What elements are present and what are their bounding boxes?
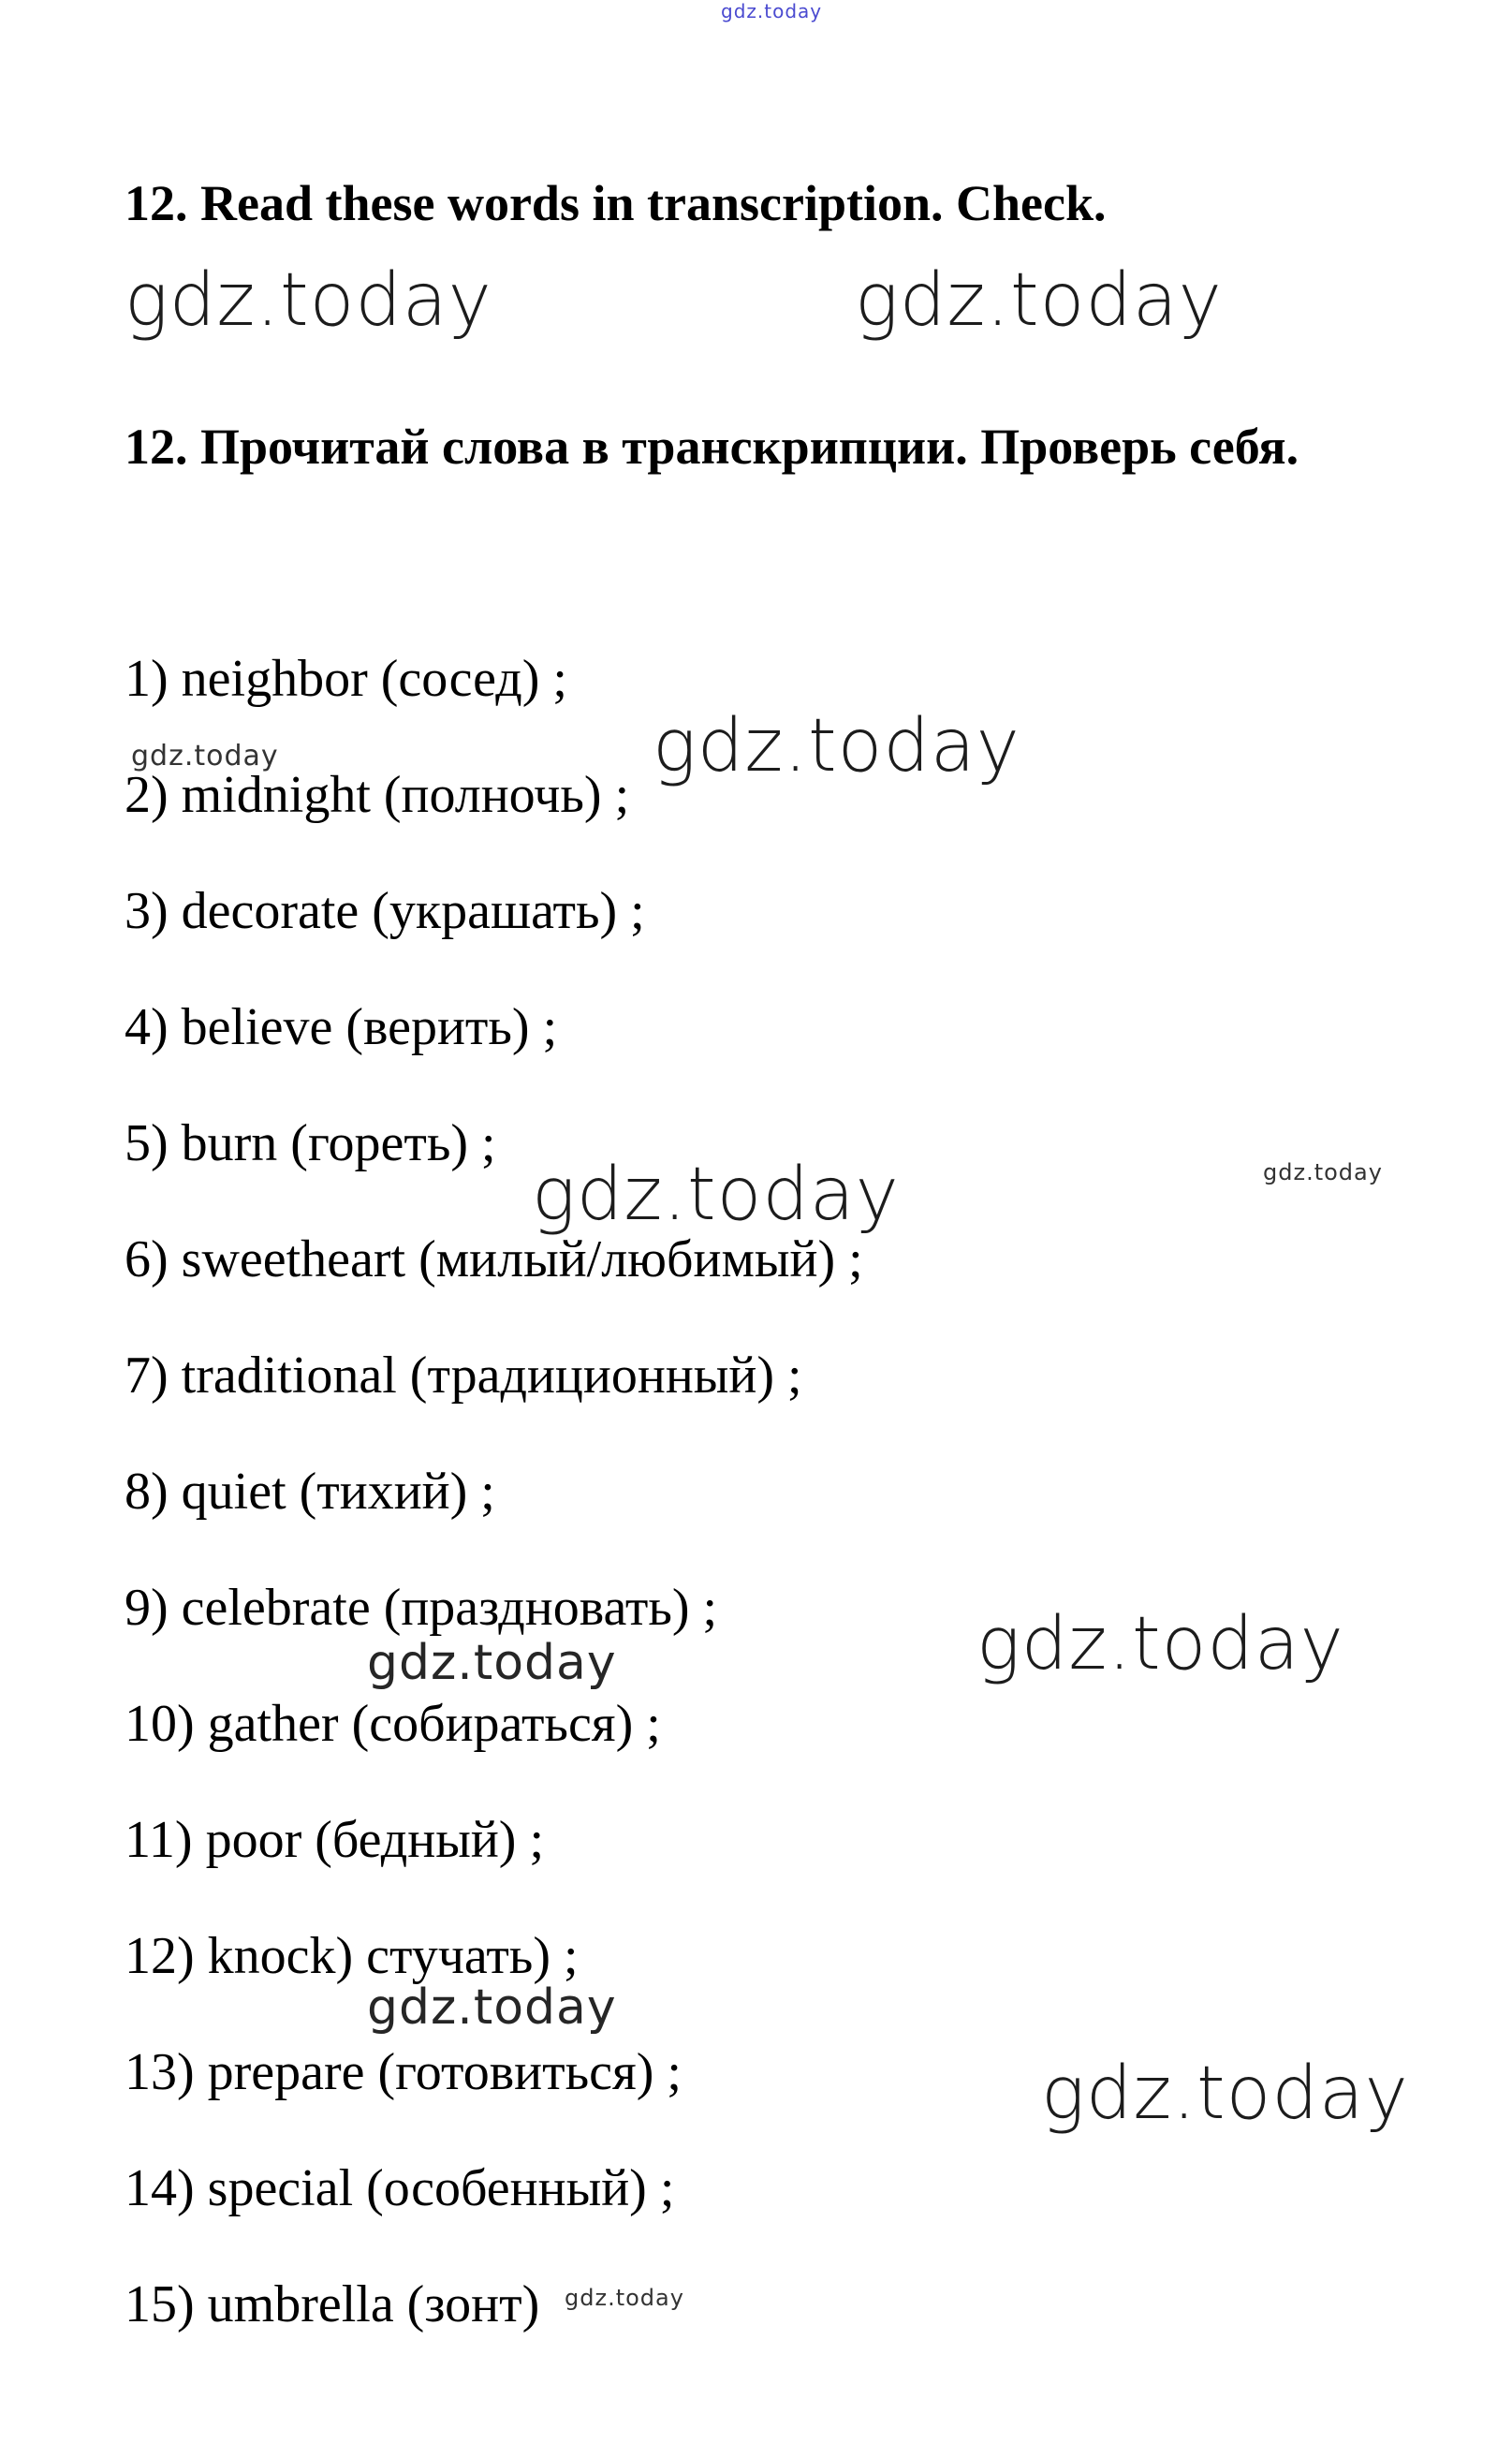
list-item: 10) gather (собираться) ;: [125, 1695, 661, 1753]
watermark-top: gdz.today: [721, 0, 823, 22]
watermark: gdz.today: [367, 1979, 617, 2036]
watermark: gdz.today: [565, 2285, 684, 2311]
list-item: 3) decorate (украшать) ;: [125, 882, 645, 940]
heading-russian: 12. Прочитай слова в транскрипции. Проверь себя.: [125, 419, 1299, 475]
watermark: gdz.today: [367, 1635, 617, 1691]
list-item: 5) burn (гореть) ;: [125, 1114, 496, 1172]
list-item: 4) believe (верить) ;: [125, 998, 558, 1056]
list-item: 11) poor (бедный) ;: [125, 1811, 544, 1869]
watermark: gdz.today: [855, 258, 1223, 343]
list-item: 13) prepare (готовиться) ;: [125, 2043, 682, 2101]
watermark: gdz.today: [532, 1153, 900, 1237]
watermark: gdz.today: [131, 740, 279, 773]
list-item: 8) quiet (тихий) ;: [125, 1463, 495, 1521]
list-item: 14) special (особенный) ;: [125, 2159, 675, 2217]
list-item: 7) traditional (традиционный) ;: [125, 1347, 802, 1405]
watermark: gdz.today: [653, 704, 1020, 788]
heading-english: 12. Read these words in transcription. Check.: [125, 175, 1107, 231]
list-item: 6) sweetheart (милый/любимый) ;: [125, 1230, 863, 1288]
watermark: gdz.today: [1041, 2052, 1409, 2136]
watermark: gdz.today: [125, 258, 492, 343]
list-item: 12) knock) стучать) ;: [125, 1927, 579, 1985]
watermark: gdz.today: [976, 1602, 1344, 1686]
list-item: 9) celebrate (праздновать) ;: [125, 1579, 718, 1637]
list-item: 1) neighbor (сосед) ;: [125, 650, 567, 708]
list-item: 15) umbrella (зонт): [125, 2275, 540, 2333]
watermark: gdz.today: [1263, 1159, 1383, 1185]
list-item: 2) midnight (полночь) ;: [125, 766, 630, 824]
